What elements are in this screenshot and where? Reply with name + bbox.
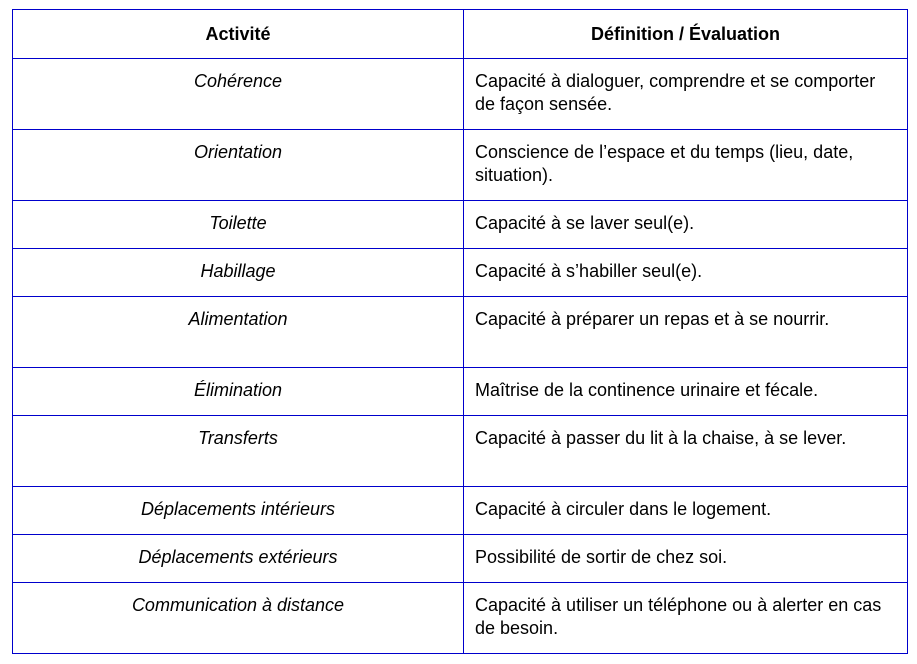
header-definition: Définition / Évaluation xyxy=(464,10,908,59)
definition-cell: Maîtrise de la continence urinaire et fécale. xyxy=(464,368,908,416)
activity-cell: Cohérence xyxy=(13,59,464,130)
definition-cell: Capacité à utiliser un téléphone ou à alerter en cas de besoin. xyxy=(464,583,908,654)
definition-cell: Capacité à s’habiller seul(e). xyxy=(464,249,908,297)
activity-cell: Orientation xyxy=(13,130,464,201)
activity-cell: Déplacements intérieurs xyxy=(13,487,464,535)
definition-cell: Conscience de l’espace et du temps (lieu, date, situation). xyxy=(464,130,908,201)
definition-cell: Capacité à dialoguer, comprendre et se comporter de façon sensée. xyxy=(464,59,908,130)
activities-table xyxy=(12,9,908,654)
table-row xyxy=(13,416,908,487)
definition-cell: Possibilité de sortir de chez soi. xyxy=(464,535,908,583)
activity-cell: Élimination xyxy=(13,368,464,416)
table-row xyxy=(13,59,908,130)
activity-cell: Déplacements extérieurs xyxy=(13,535,464,583)
definition-cell: Capacité à préparer un repas et à se nourrir. xyxy=(464,297,908,368)
table-row xyxy=(13,201,908,249)
header-activity: Activité xyxy=(13,10,464,59)
table-row xyxy=(13,249,908,297)
table-row xyxy=(13,130,908,201)
table-row xyxy=(13,535,908,583)
activity-cell: Alimentation xyxy=(13,297,464,368)
table-row xyxy=(13,297,908,368)
activity-cell: Habillage xyxy=(13,249,464,297)
activity-cell: Communication à distance xyxy=(13,583,464,654)
table-header-row xyxy=(13,10,908,59)
table-row xyxy=(13,487,908,535)
definition-cell: Capacité à passer du lit à la chaise, à se lever. xyxy=(464,416,908,487)
activity-cell: Toilette xyxy=(13,201,464,249)
definition-cell: Capacité à se laver seul(e). xyxy=(464,201,908,249)
table-row xyxy=(13,583,908,654)
activity-cell: Transferts xyxy=(13,416,464,487)
definition-cell: Capacité à circuler dans le logement. xyxy=(464,487,908,535)
table-row xyxy=(13,368,908,416)
